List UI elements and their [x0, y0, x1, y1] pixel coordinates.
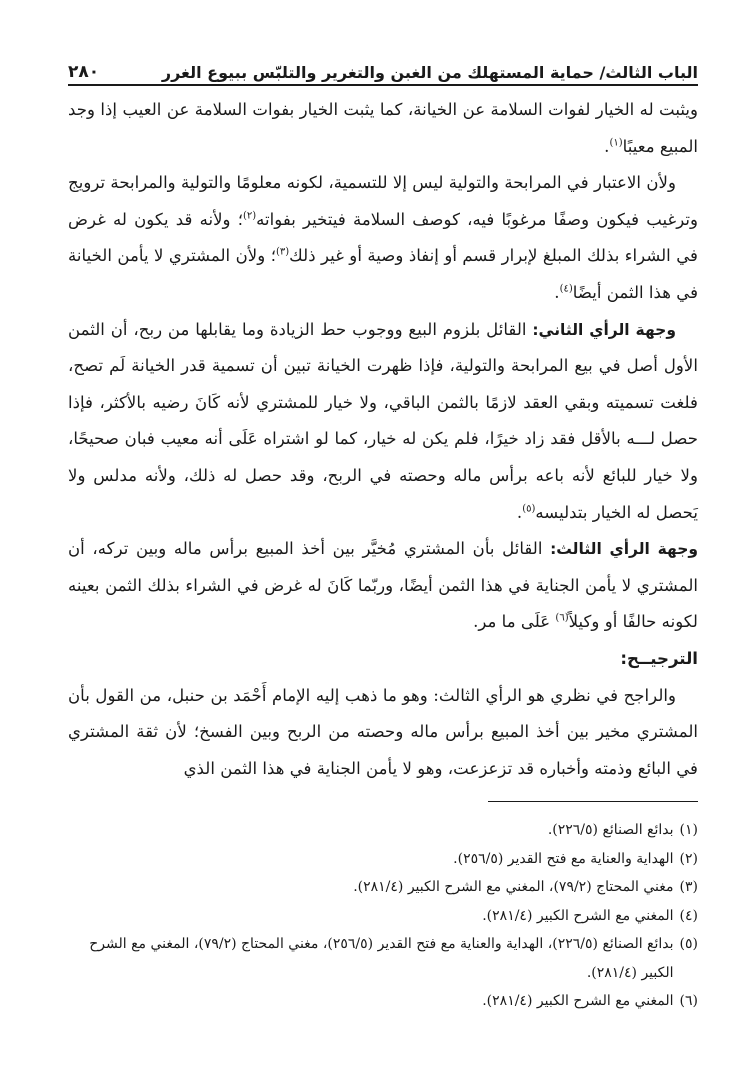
book-page	[68, 52, 698, 1016]
running-title: الباب الثالث/ حماية المستهلك من الغبن والتغرير والتلبّس ببيوع الغرر	[161, 63, 698, 82]
page-header	[68, 52, 698, 86]
footnote-ref-4[interactable]: (٤)	[559, 283, 573, 295]
footnote-ref-5[interactable]: (٥)	[522, 503, 536, 514]
footnotes	[68, 816, 698, 1016]
page-number: ٢٨٠	[68, 62, 100, 82]
footnote-3: (٣) مغني المحتاج (٧٩/٢)، المغني مع الشرح الكبير (٢٨١/٤).	[353, 879, 698, 896]
second-opinion-lead: وجهة الرأي الثاني:	[532, 320, 676, 339]
footnote-4: (٤) المغني مع الشرح الكبير (٢٨١/٤).	[482, 907, 698, 924]
paragraph-2: ولأن الاعتبار في المرابحة والتولية ليس إلا للتسمية، لكونه معلومًا والتولية والمرابحة ترويج وترغيب فيكون وصفًا مرغوبًا فيه، كوصف السلامة فيتخير بفواته$^{(٢)}$؛ ولأنه قد يكون له غرض في الشراء بذلك المبلغ لإبرار قسم أو إنفاذ وصية أو غير ذلك$^{(٣)}$؛ ولأن المشتري لا يأمن الخيانة في هذا الثمن أيضًا$^{(٤)}$.	[68, 173, 698, 302]
footnote-6: (٦) المغني مع الشرح الكبير (٢٨١/٤).	[482, 993, 698, 1010]
footnote-1: (١) بدائع الصنائع (٢٢٦/٥).	[547, 822, 698, 839]
third-opinion-lead: وجهة الرأي الثالث:	[550, 540, 699, 559]
footnote-ref-1[interactable]: (١)	[609, 137, 623, 149]
section-heading: الترجيــح:	[620, 648, 698, 668]
footnote-separator	[488, 801, 698, 802]
paragraph-4: وجهة الرأي الثالث: القائل بأن المشتري مُخيَّر بين أخذ المبيع برأس ماله وبين تركه، أن المشتري لا يأمن الجناية في هذا الثمن أيضًا، وربّما كَانَ له غرض في الشراء بذلك الثمن بعينه لكونه حالفًا أو وكيلاً$^{(٦)}$ عَلَى ما مر.	[68, 539, 699, 632]
paragraph-1: ويثبت له الخيار لفوات السلامة عن الخيانة، كما يثبت الخيار بفوات السلامة عن العيب إذا وجد المبيع معيبًا$^{(١)}$.	[68, 100, 698, 156]
main-text	[68, 92, 698, 787]
footnote-ref-6[interactable]: (٦)	[555, 612, 569, 624]
paragraph-3: وجهة الرأي الثاني: القائل بلزوم البيع ووجوب حط الزيادة وما يقابلها من ربح، أن الثمن الأول أصل في بيع المرابحة والتولية، فإذا ظهرت الخيانة تبين أن تسمية قدر الخيانة لَم تصح، فلغت تسميته وبقي العقد لازمًا بالثمن الباقي، ولا خيار للمشتري لأنه كَانَ رضيه بالأكثر، فإذا حصل لـــه بالأقل فقد زاد خيرًا، فلم يكن له خيار، كما لو اشتراه عَلَى أنه معيب فبان صحيحًا، ولا خيار للبائع لأنه باعه برأس ماله وحصته في الربح، وقد حصل له ذلك، ولأنه مدلس ولا يَحصل له الخيار بتدليسه$^{(٥)}$.	[68, 319, 698, 522]
paragraph-5: والراجح في نظري هو الرأي الثالث: وهو ما ذهب إليه الإمام أَحْمَد بن حنبل، من القول بأن المشتري مخير بين أخذ المبيع برأس ماله وحصته من الربح وبين الفسخ؛ لأن ثقة المشتري في البائع وذمته وأخباره قد تزعزعت، وهو لا يأمن الجناية في هذا الثمن الذي	[68, 685, 698, 778]
footnote-ref-2[interactable]: (٢)	[242, 210, 257, 222]
footnote-5: (٥) بدائع الصنائع (٢٢٦/٥)، الهداية والعناية مع فتح القدير (٢٥٦/٥)، مغني المحتاج (٧٩/٢)، المغني مع الشرح الكبير (٢٨١/٤).	[89, 936, 698, 981]
footnote-ref-3[interactable]: (٣)	[275, 246, 290, 258]
footnote-2: (٢) الهداية والعناية مع فتح القدير (٢٥٦/٥).	[453, 850, 698, 867]
